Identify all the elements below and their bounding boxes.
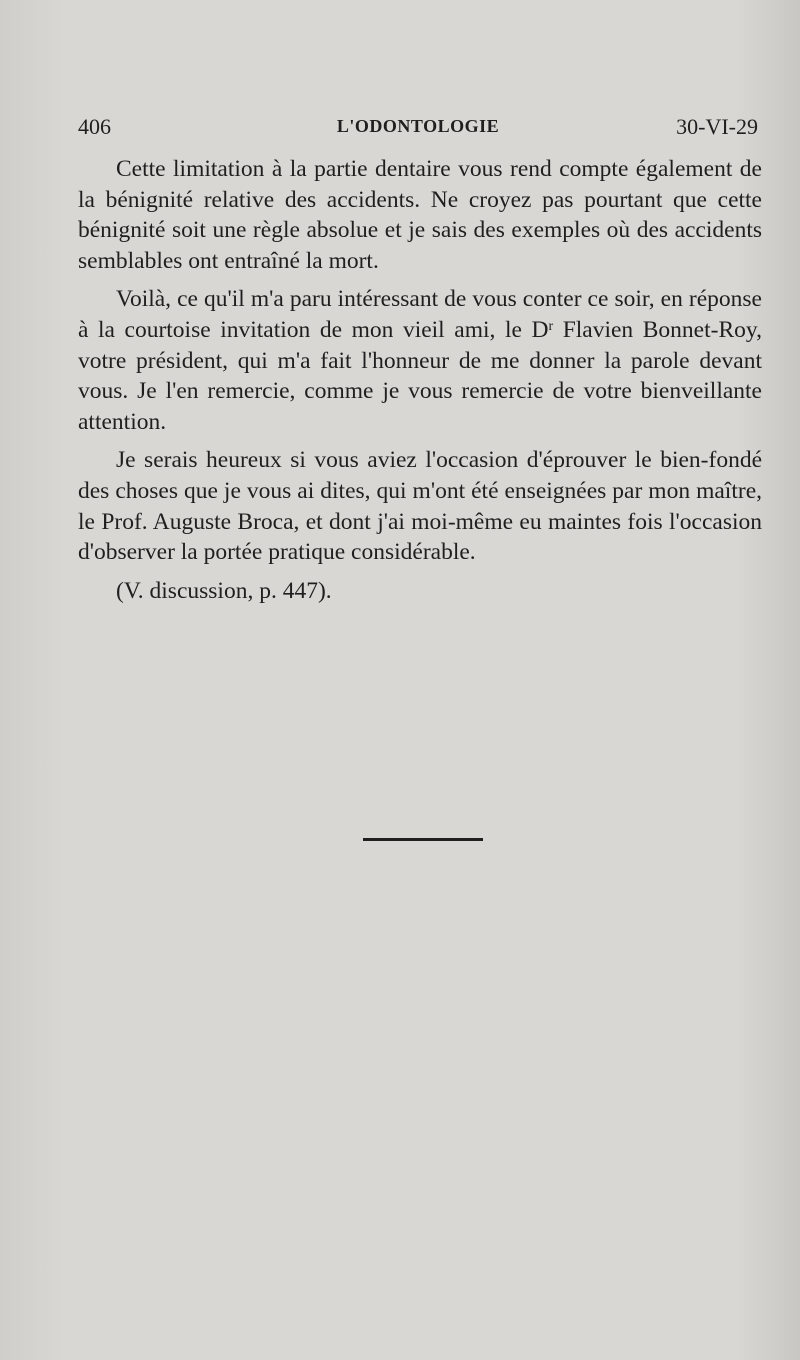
page-number: 406 xyxy=(78,114,111,139)
article-body xyxy=(78,154,762,614)
paragraph-2-start: Voilà, ce qu'il m'a paru intéressant de vous conter ce soir, en réponse à la courtoise invitation de mon vieil ami, le D xyxy=(78,286,762,343)
paragraph-2 xyxy=(78,284,762,437)
discussion-reference: (V. discussion, p. 447). xyxy=(116,577,332,604)
paragraph-3: Je serais heureux si vous aviez l'occasion d'éprouver le bien-fondé des choses que je vous ai dites, qui m'ont été enseignées par mon maître, le Prof. Auguste Broca, et dont j'ai moi-même eu maintes fois l'occasion d'observer la portée pratique considérable. xyxy=(78,447,762,566)
section-end-rule xyxy=(363,838,483,841)
issue-date: 30-VI-29 xyxy=(676,114,758,139)
page-header xyxy=(78,114,758,144)
doctor-abbrev-superscript: r xyxy=(548,318,554,334)
paragraph-2-end: Flavien Bonnet-Roy, votre président, qui m'a fait l'honneur de me donner la parole devant vous. Je l'en remercie, comme je vous remercie de votre bienveillante attention. xyxy=(78,316,762,435)
paragraph-1: Cette limitation à la partie dentaire vous rend compte également de la bénignité relative des accidents. Ne croyez pas pourtant que cette bénignité soit une règle absolue et je sais des exemples où des accidents semblables ont entraîné la mort. xyxy=(78,156,762,274)
journal-title: L'ODONTOLOGIE xyxy=(336,116,500,136)
